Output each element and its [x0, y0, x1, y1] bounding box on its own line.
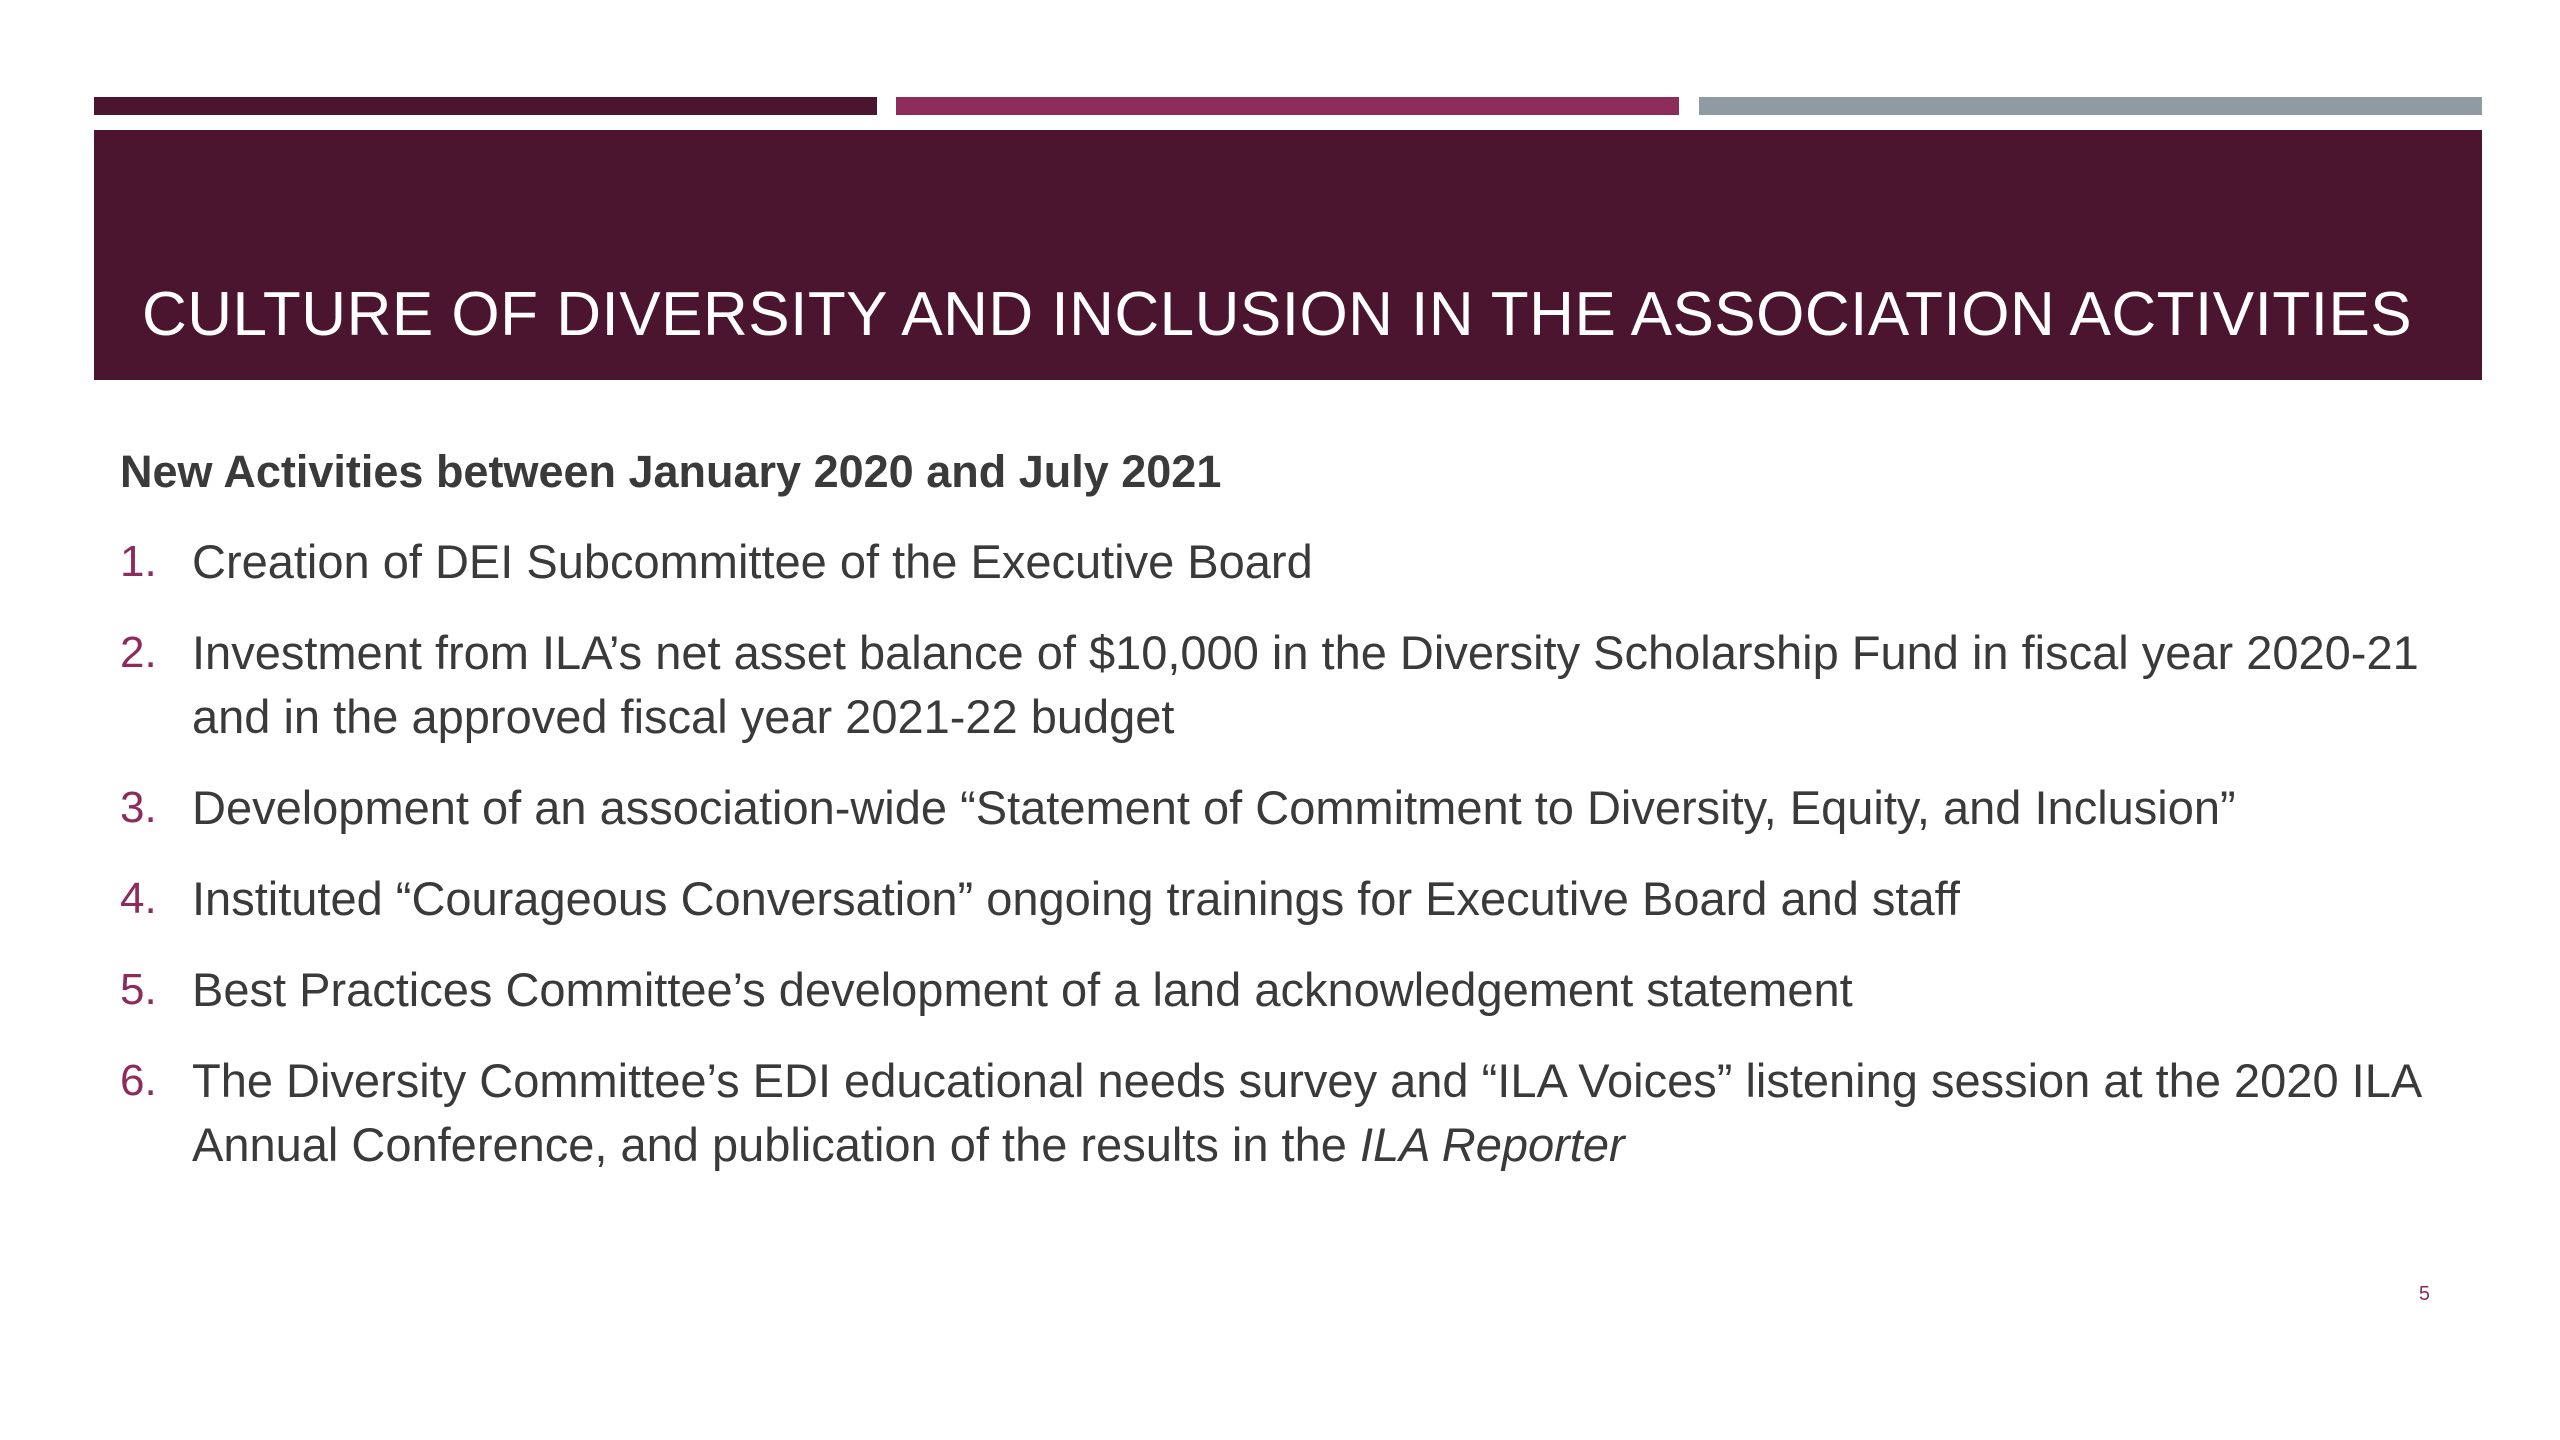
list-item-text: Creation of DEI Subcommittee of the Executive Board — [192, 535, 1313, 588]
publication-title: ILA Reporter — [1359, 1118, 1625, 1171]
list-item-text-main: The Diversity Committee’s EDI educational needs survey and “ILA Voices” listening session at the 2020 ILA Annual Conference, and publication of the results in the — [192, 1054, 2420, 1171]
slide-title: CULTURE OF DIVERSITY AND INCLUSION IN THE ASSOCIATION ACTIVITIES — [142, 280, 2413, 349]
list-item — [120, 530, 2420, 594]
list-item-text: Investment from ILA’s net asset balance of $10,000 in the Diversity Scholarship Fund in fiscal year 2020-21 and in the approved fiscal year 2021-22 budget — [192, 626, 2419, 743]
list-item-text: Best Practices Committee’s development of a land acknowledgement statement — [192, 963, 1853, 1016]
list-item — [120, 621, 2420, 749]
list-item — [120, 958, 2420, 1022]
accent-bar-magenta — [896, 97, 1679, 115]
list-item-text — [192, 1049, 2420, 1177]
slide-subtitle: New Activities between January 2020 and July 2021 — [120, 446, 1222, 497]
list-item-number: 5. — [120, 965, 157, 1014]
slide-content — [120, 444, 2420, 1204]
list-item-number: 3. — [120, 783, 157, 832]
list-item-number: 1. — [120, 537, 157, 586]
accent-bar-gray — [1699, 97, 2482, 115]
list-item-number: 6. — [120, 1056, 157, 1105]
list-item — [120, 867, 2420, 931]
list-item-text: Instituted “Courageous Conversation” ongoing trainings for Executive Board and staff — [192, 872, 1960, 925]
list-item-text: Development of an association-wide “Statement of Commitment to Diversity, Equity, and Inclusion” — [192, 781, 2236, 834]
list-item-number: 2. — [120, 628, 157, 677]
list-item-number: 4. — [120, 874, 157, 923]
list-item — [120, 1049, 2420, 1177]
list-item — [120, 776, 2420, 840]
title-banner — [94, 130, 2482, 380]
activity-list — [120, 530, 2420, 1177]
page-number: 5 — [2418, 1283, 2430, 1305]
accent-bar-dark — [94, 97, 877, 115]
